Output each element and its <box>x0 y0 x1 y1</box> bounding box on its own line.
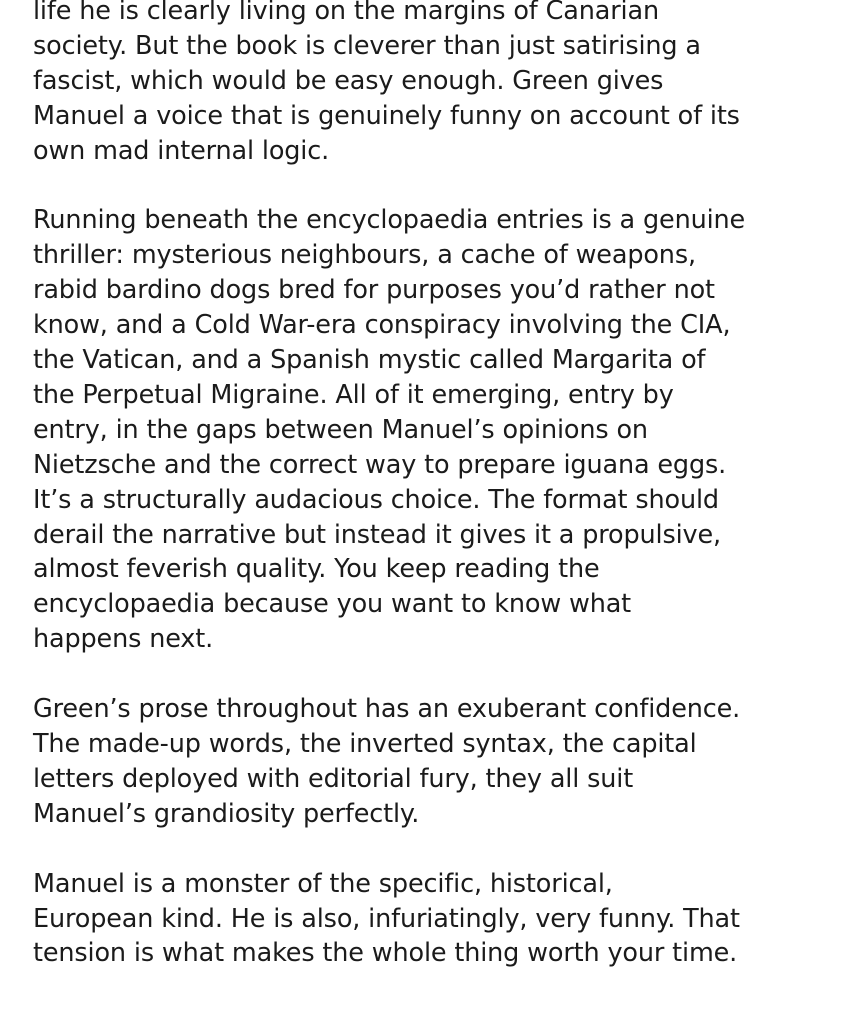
text-line: derail the narrative but instead it gives it a propulsive, <box>33 519 721 550</box>
text-line: almost feverish quality. You keep reading the <box>33 554 600 585</box>
text-line: letters deployed with editorial fury, they all suit <box>33 763 634 794</box>
text-line: thriller: mysterious neighbours, a cache of weapons, <box>33 240 696 271</box>
text-line: know, and a Cold War-era conspiracy involving the CIA, <box>33 310 731 341</box>
text-line: The made-up words, the inverted syntax, the capital <box>33 729 697 759</box>
paragraph-4 <box>33 867 848 972</box>
text-line: Manuel is a monster of the specific, historical, <box>33 868 613 899</box>
text-line: entry, in the gaps between Manuel’s opinions on <box>33 414 648 445</box>
text-line: Running beneath the encyclopaedia entries is a genuine <box>33 205 746 236</box>
paragraph-3 <box>33 692 848 832</box>
text-line: Manuel a voice that is genuinely funny on account of its <box>33 100 740 131</box>
paragraph-1 <box>33 0 848 169</box>
text-line: encyclopaedia because you want to know what <box>33 589 632 620</box>
text-line: own mad internal logic. <box>33 135 330 166</box>
text-line: life he is clearly living on the margins of Canarian <box>33 0 659 26</box>
text-line: fascist, which would be easy enough. Green gives <box>33 65 664 96</box>
text-line: Nietzsche and the correct way to prepare iguana eggs. <box>33 449 727 480</box>
paragraph-2 <box>33 203 848 657</box>
text-line: happens next. <box>33 624 214 655</box>
text-line: rabid bardino dogs bred for purposes you’d rather not <box>33 275 715 306</box>
article-body <box>33 0 848 971</box>
text-line: It’s a structurally audacious choice. The format should <box>33 484 719 515</box>
text-line: the Vatican, and a Spanish mystic called Margarita of <box>33 345 706 376</box>
text-line: European kind. He is also, infuriatingly, very funny. That <box>33 903 740 934</box>
text-line: the Perpetual Migraine. All of it emerging, entry by <box>33 379 674 410</box>
text-line: Green’s prose throughout has an exuberant confidence. <box>33 694 741 725</box>
text-line: Manuel’s grandiosity perfectly. <box>33 798 420 829</box>
text-line: society. But the book is cleverer than just satirising a <box>33 30 701 61</box>
text-line: tension is what makes the whole thing worth your time. <box>33 938 738 969</box>
